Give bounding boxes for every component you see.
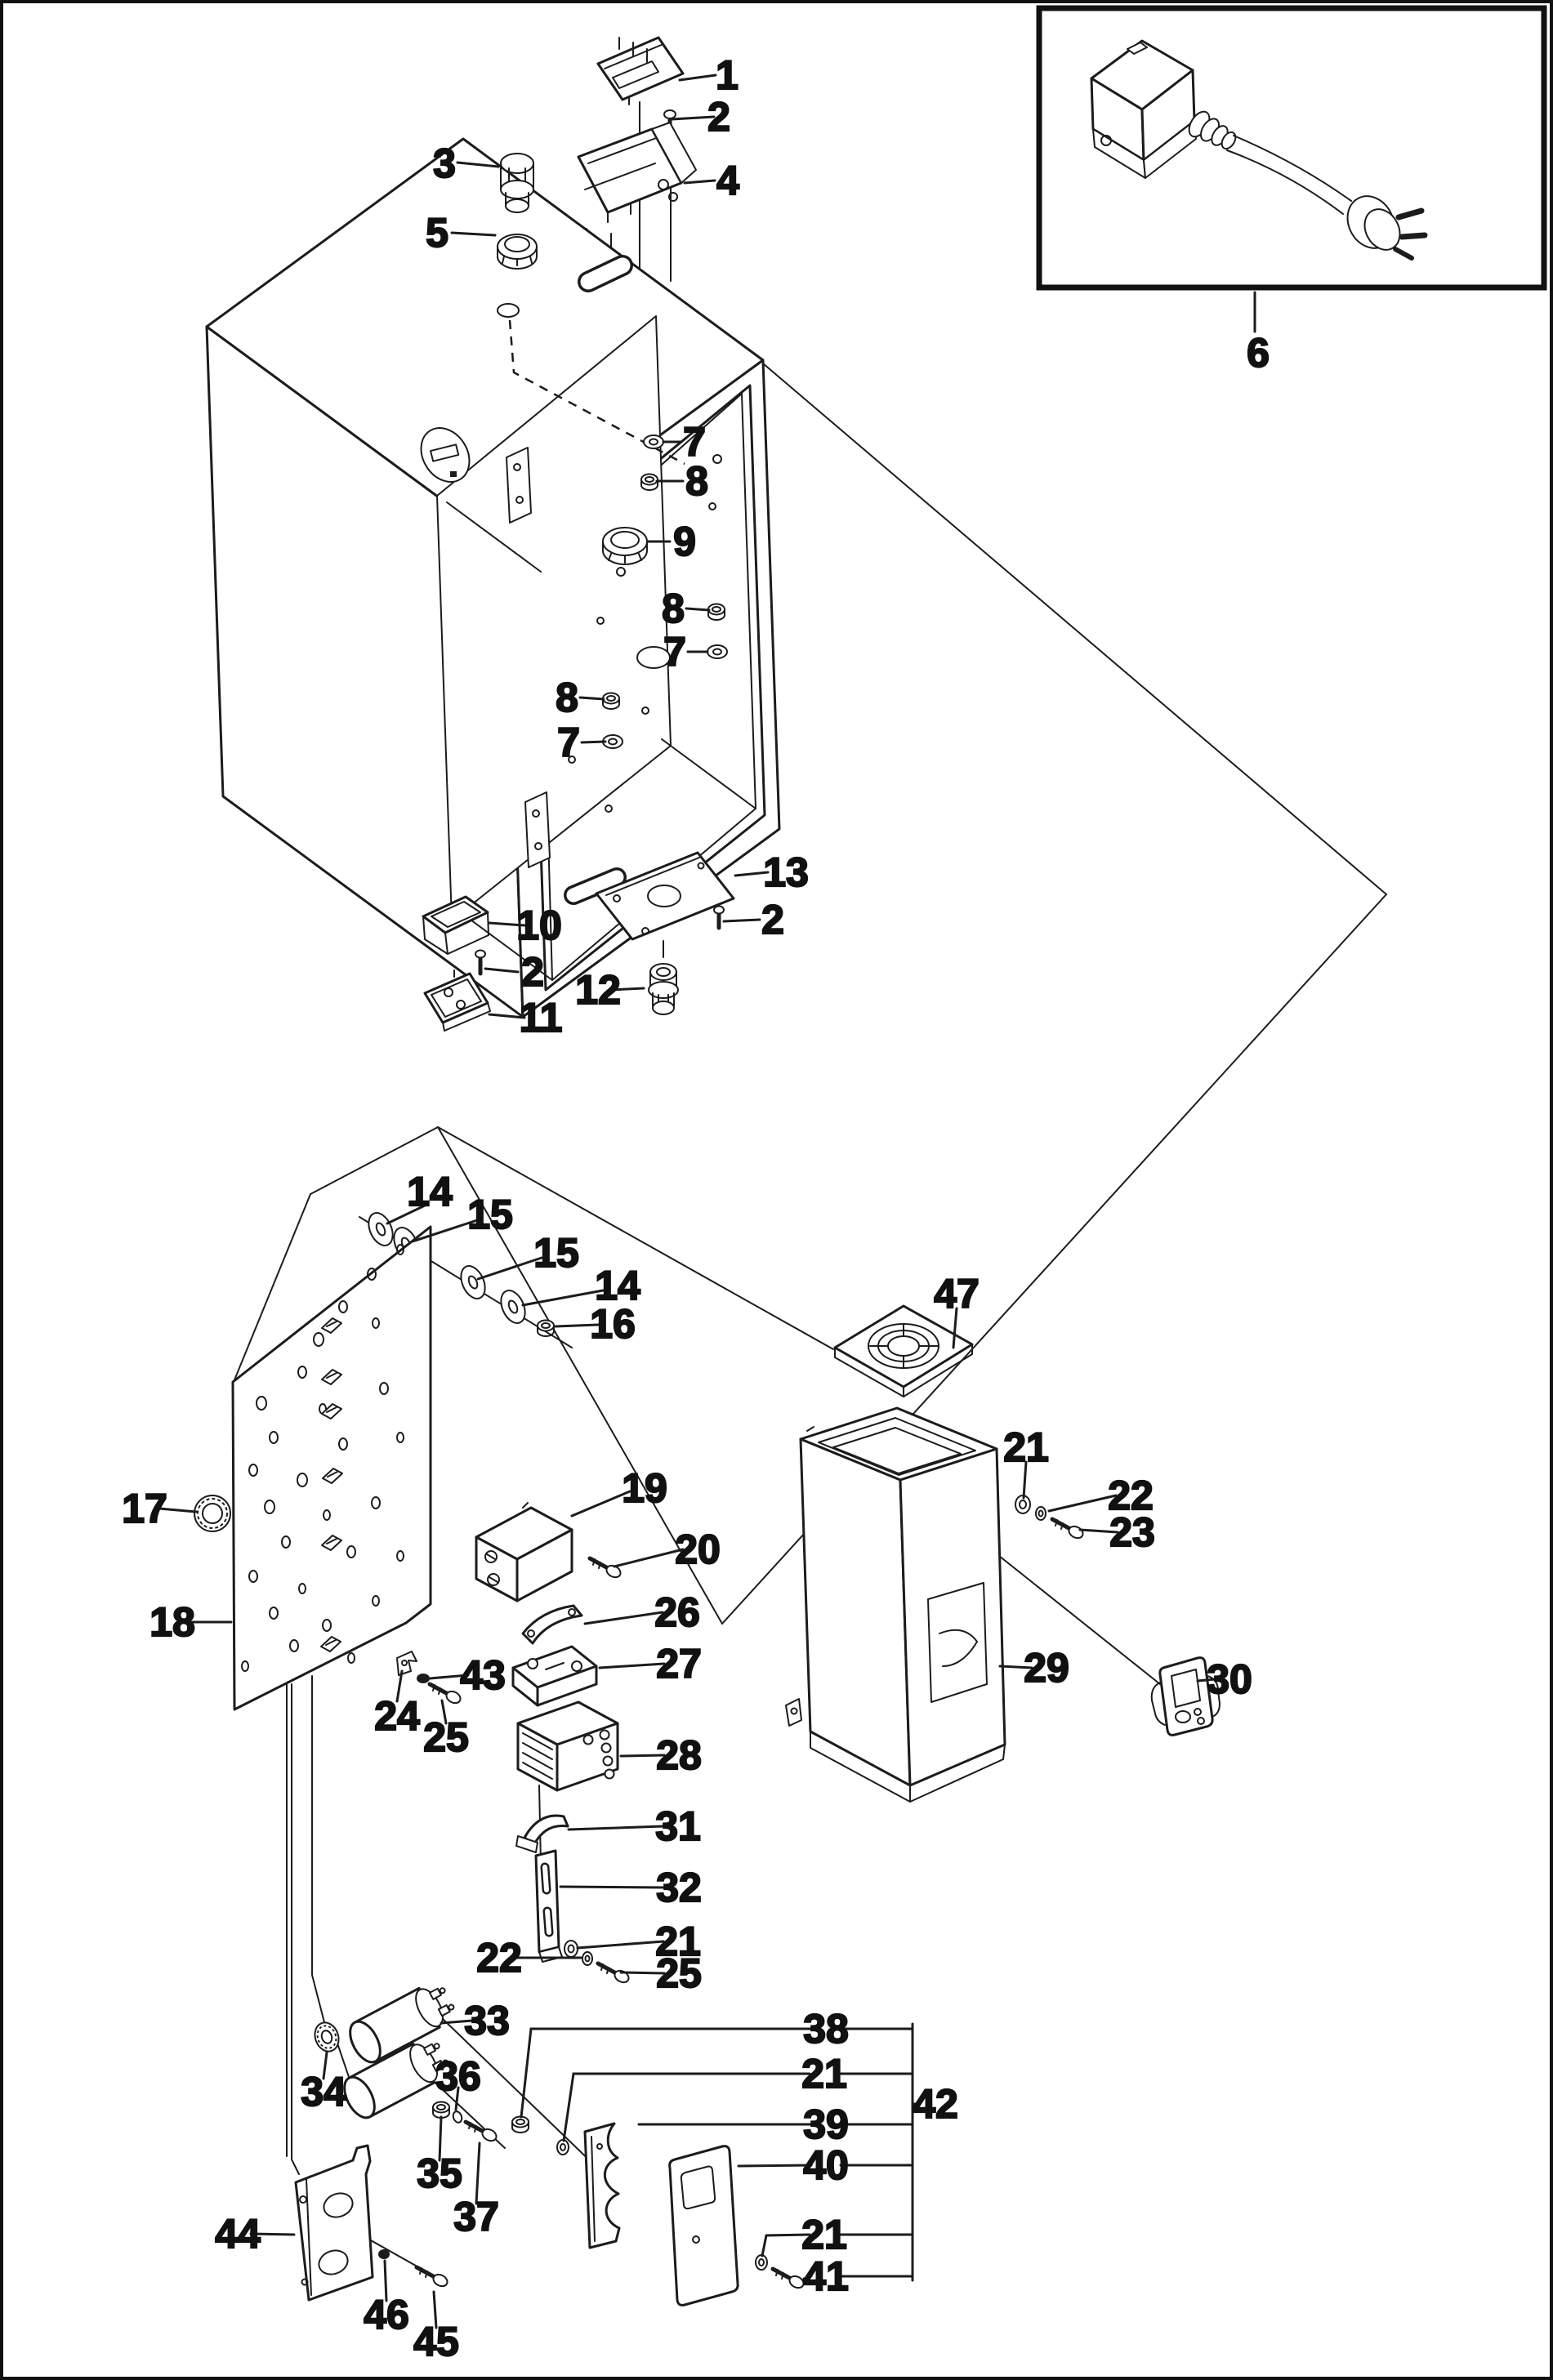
leader-line bbox=[685, 181, 715, 183]
part-callout-47: 47 bbox=[934, 1271, 980, 1317]
part-callout-22: 22 bbox=[476, 1935, 522, 1981]
part-callout-7: 7 bbox=[683, 419, 706, 465]
part-callout-27: 27 bbox=[656, 1641, 702, 1687]
leader-line bbox=[739, 2165, 811, 2166]
part-callout-2: 2 bbox=[761, 897, 784, 943]
part-27-terminal-block bbox=[513, 1647, 596, 1705]
part-callout-20: 20 bbox=[675, 1526, 721, 1572]
part-4-switch-connector bbox=[578, 123, 696, 222]
part-callout-30: 30 bbox=[1207, 1656, 1252, 1702]
part-callout-36: 36 bbox=[435, 2053, 481, 2099]
part-39-clamp bbox=[585, 2124, 619, 2248]
part-26-bracket bbox=[523, 1606, 582, 1643]
part-20-screw bbox=[590, 1558, 623, 1580]
part-31-foot bbox=[516, 1816, 568, 1852]
leader-line bbox=[724, 920, 760, 921]
part-callout-10: 10 bbox=[516, 903, 562, 948]
part-callout-44: 44 bbox=[215, 2211, 261, 2257]
part-18-mounting-panel bbox=[233, 1227, 431, 1709]
part-callout-13: 13 bbox=[763, 849, 809, 895]
leader-line bbox=[560, 1887, 664, 1888]
part-32-bracket-plate bbox=[536, 1851, 562, 1962]
part-34-washer bbox=[311, 2019, 343, 2054]
part-callout-26: 26 bbox=[654, 1589, 700, 1635]
part-callout-22: 22 bbox=[1108, 1473, 1154, 1518]
part-callout-33: 33 bbox=[464, 1998, 510, 2044]
leader-line bbox=[686, 608, 709, 610]
part-callout-24: 24 bbox=[374, 1693, 420, 1739]
leader-line bbox=[1049, 1495, 1116, 1511]
part-callout-15: 15 bbox=[533, 1230, 579, 1276]
part-callout-21: 21 bbox=[801, 2051, 847, 2097]
part-40-cover bbox=[670, 2146, 739, 2306]
leader-line bbox=[578, 1941, 663, 1948]
leader-line bbox=[585, 1612, 663, 1624]
part-9-grommet bbox=[603, 528, 647, 564]
part-callout-42: 42 bbox=[913, 2081, 958, 2127]
leader-line bbox=[614, 1549, 683, 1567]
part-callout-12: 12 bbox=[575, 967, 621, 1013]
part-callout-21: 21 bbox=[1003, 1424, 1049, 1470]
part-callout-31: 31 bbox=[655, 1803, 701, 1849]
part-callout-15: 15 bbox=[467, 1192, 513, 1237]
part-callout-43: 43 bbox=[460, 1652, 506, 1698]
part-callout-7: 7 bbox=[557, 720, 580, 765]
part-callout-37: 37 bbox=[453, 2194, 499, 2240]
part-callout-38: 38 bbox=[803, 2006, 849, 2052]
part-callout-9: 9 bbox=[673, 519, 696, 564]
part-callout-21: 21 bbox=[801, 2212, 847, 2257]
leader-line bbox=[600, 1664, 664, 1668]
part-callout-8: 8 bbox=[685, 458, 708, 504]
part-callout-18: 18 bbox=[149, 1599, 195, 1645]
leader-line bbox=[580, 698, 604, 699]
part-callout-45: 45 bbox=[413, 2319, 459, 2364]
part-callout-4: 4 bbox=[716, 158, 739, 203]
part-callout-23: 23 bbox=[1109, 1509, 1155, 1555]
part-callout-46: 46 bbox=[364, 2292, 409, 2338]
part-43-nut bbox=[417, 1674, 430, 1683]
part-callout-39: 39 bbox=[803, 2101, 849, 2147]
part-47-fan-plate bbox=[835, 1306, 972, 1397]
part-callout-25: 25 bbox=[423, 1714, 469, 1760]
part-callout-29: 29 bbox=[1024, 1645, 1069, 1691]
part-callout-34: 34 bbox=[301, 2069, 346, 2115]
part-2-screw-plate bbox=[714, 907, 724, 929]
part-19-suppressor-box bbox=[476, 1503, 572, 1601]
hardware-45-46 bbox=[378, 2249, 449, 2289]
leader-line bbox=[569, 1826, 663, 1830]
part-callout-2: 2 bbox=[521, 949, 544, 995]
hardware-35-36-37 bbox=[433, 2102, 498, 2143]
part-callout-14: 14 bbox=[595, 1263, 640, 1308]
part-25-screw bbox=[430, 1684, 462, 1705]
part-callout-6: 6 bbox=[1247, 330, 1270, 376]
hardware-38-21 bbox=[512, 2117, 569, 2155]
leader-line bbox=[478, 1258, 542, 1279]
part-33-capacitors bbox=[338, 1978, 459, 2123]
part-3-cable-gland bbox=[501, 154, 533, 212]
part-callout-17: 17 bbox=[122, 1486, 167, 1531]
part-callout-8: 8 bbox=[662, 586, 685, 631]
part-29-drive-unit bbox=[786, 1408, 1005, 1802]
part-callout-40: 40 bbox=[803, 2142, 849, 2188]
part-callout-5: 5 bbox=[426, 210, 448, 256]
leader-line bbox=[680, 75, 716, 80]
part-callout-28: 28 bbox=[656, 1732, 702, 1778]
inset-power-cord bbox=[1039, 8, 1544, 287]
part-24-clip bbox=[397, 1651, 417, 1675]
part-callout-21: 21 bbox=[655, 1919, 701, 1964]
part-callout-11: 11 bbox=[519, 995, 563, 1041]
part-callout-32: 32 bbox=[656, 1865, 702, 1910]
part-12-cable-gland bbox=[649, 964, 678, 1014]
part-callout-3: 3 bbox=[433, 140, 456, 186]
part-44-bracket bbox=[296, 2146, 373, 2300]
hardware-21-22-23 bbox=[1015, 1495, 1085, 1540]
part-callout-2: 2 bbox=[707, 94, 730, 140]
part-1-terminal-connector bbox=[598, 38, 683, 105]
part-callout-19: 19 bbox=[622, 1465, 667, 1511]
part-callout-16: 16 bbox=[590, 1301, 636, 1347]
part-callout-41: 41 bbox=[803, 2253, 849, 2299]
part-callout-1: 1 bbox=[716, 52, 739, 98]
part-28-terminal-block bbox=[518, 1702, 618, 1790]
part-17-knurled-nut bbox=[194, 1495, 230, 1531]
hardware-21-41 bbox=[756, 2255, 806, 2290]
part-callout-35: 35 bbox=[417, 2150, 462, 2196]
part-callout-14: 14 bbox=[407, 1169, 453, 1215]
part-callout-8: 8 bbox=[556, 675, 578, 720]
part-callout-25: 25 bbox=[656, 1950, 702, 1996]
part-callout-7: 7 bbox=[663, 629, 686, 675]
